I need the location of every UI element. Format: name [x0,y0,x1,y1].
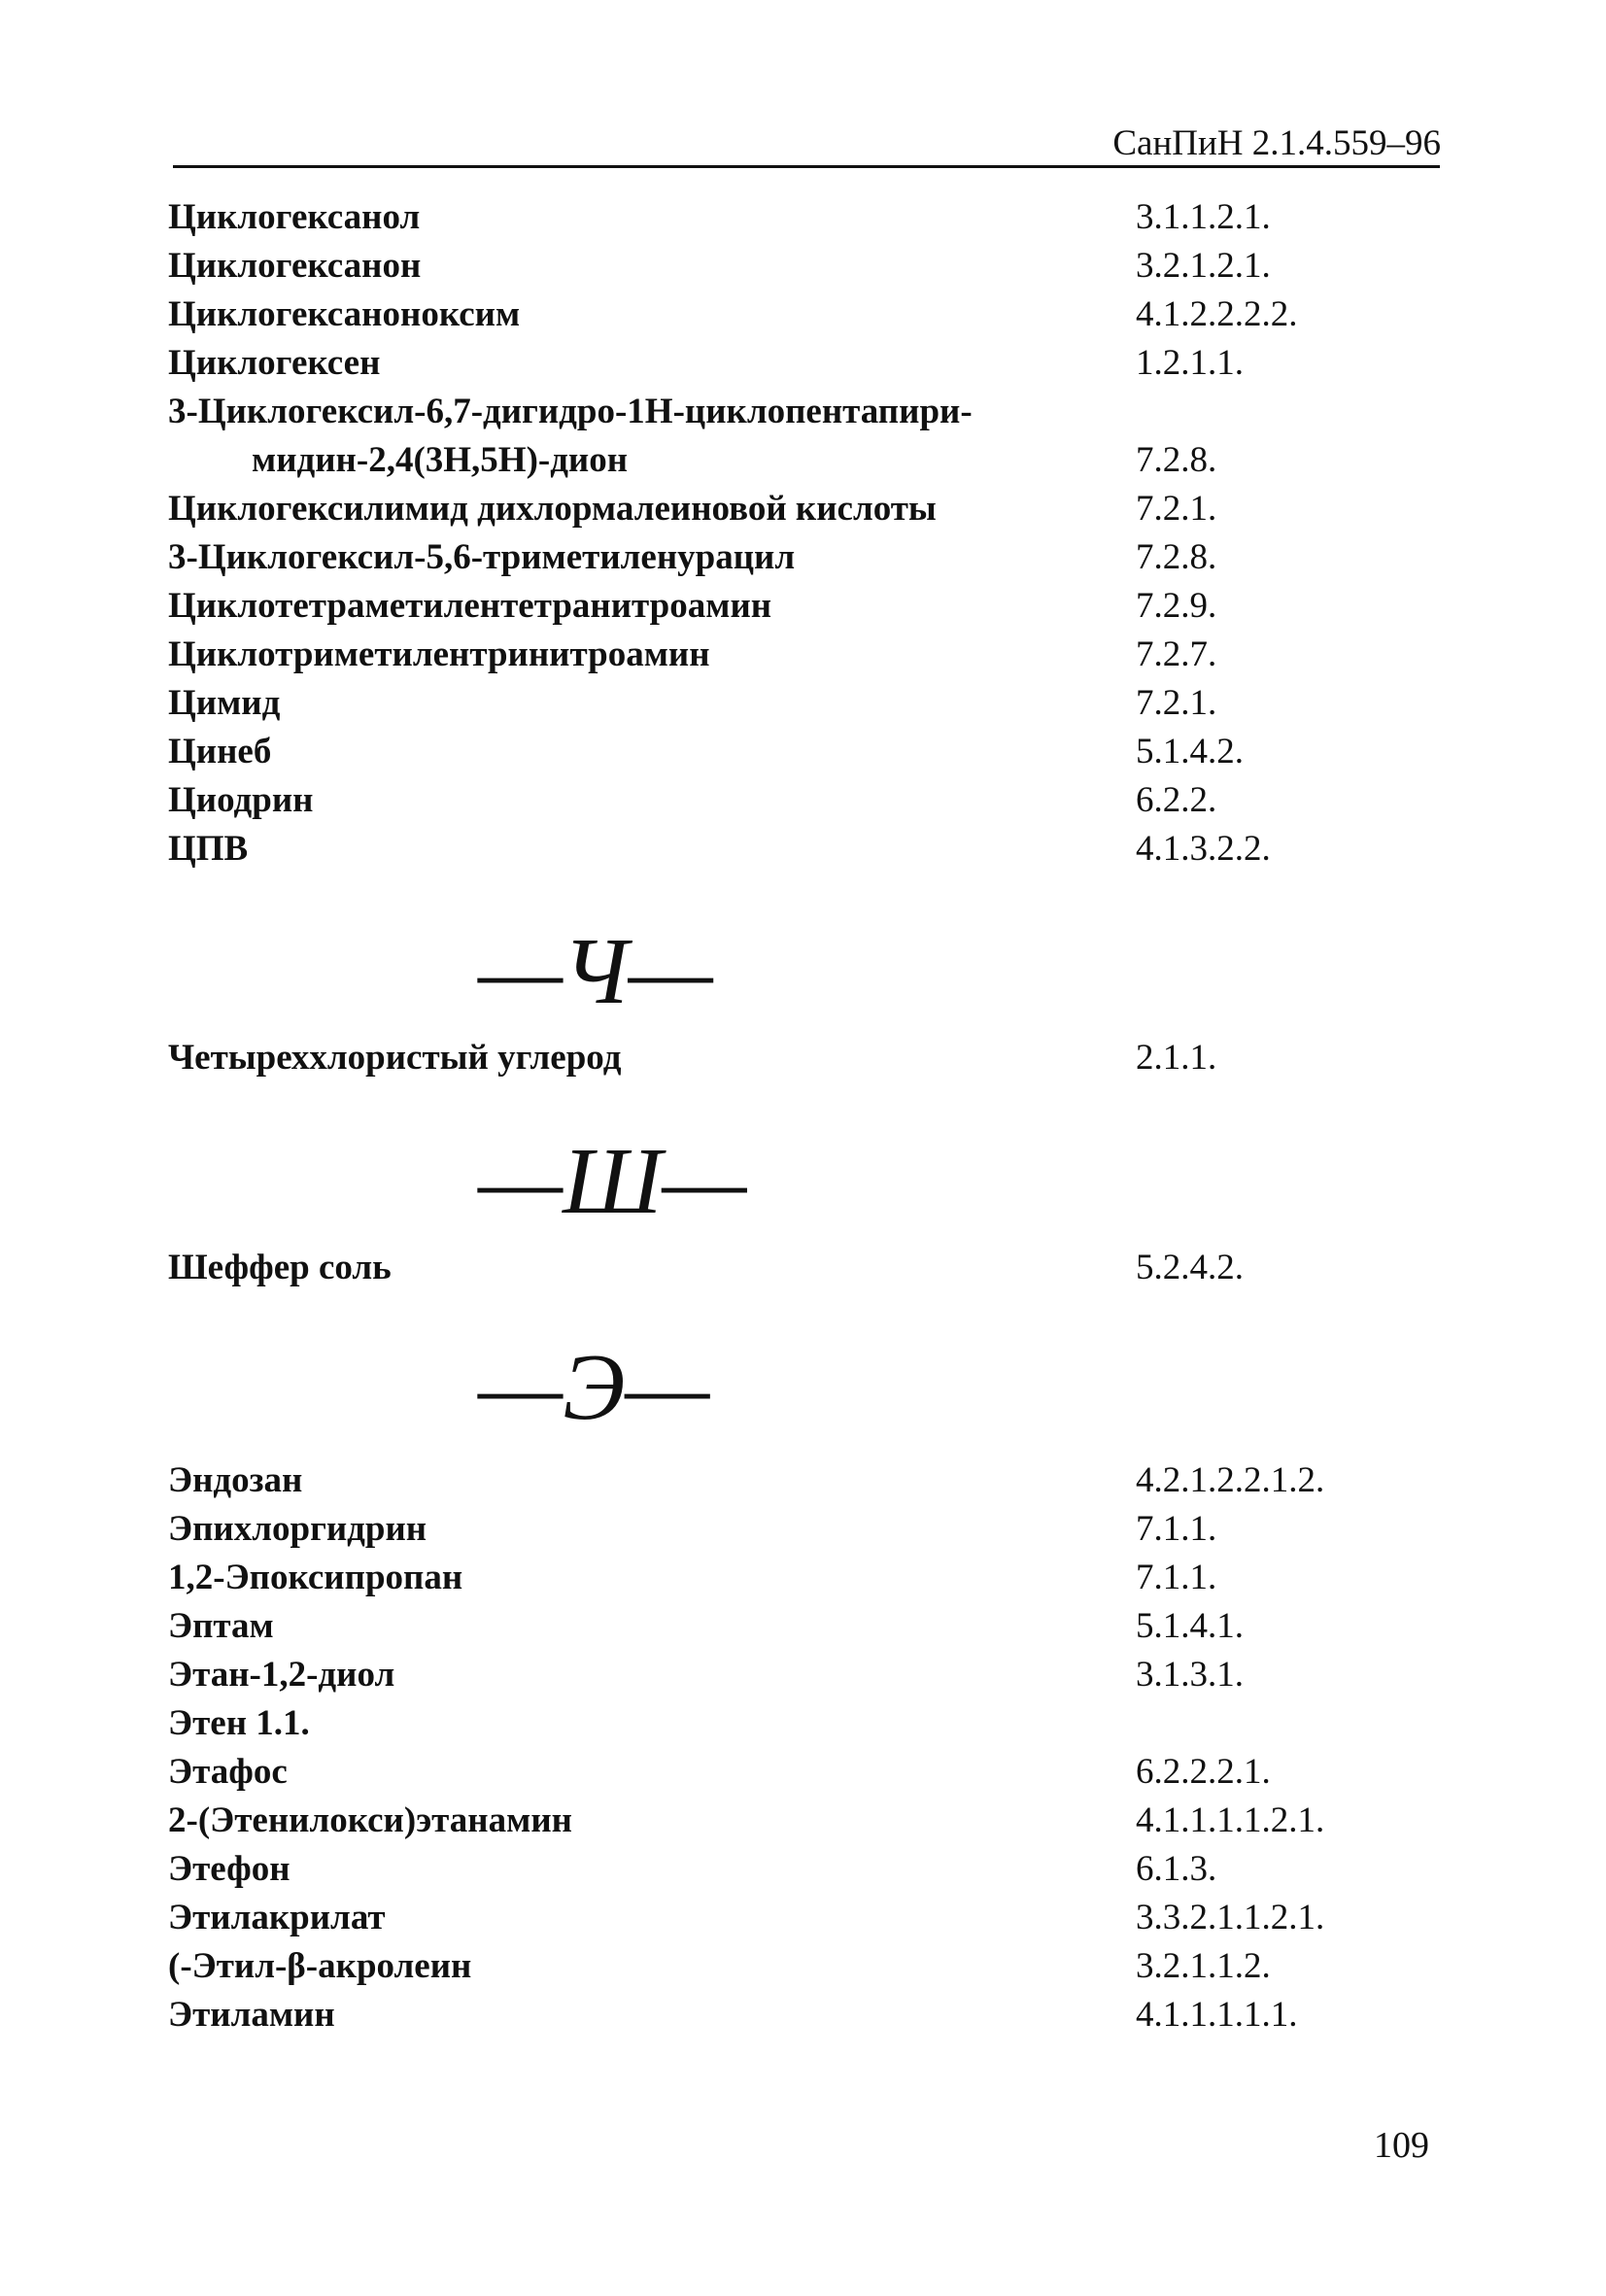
entry-name: Этефон [168,1849,290,1889]
list-item [168,488,1451,536]
list-item [168,439,1451,488]
entry-ref: 7.2.1. [1136,489,1217,529]
entry-ref: 6.2.2. [1136,780,1217,820]
entry-ref: 3.2.1.1.2. [1136,1946,1271,1986]
entry-ref: 7.1.1. [1136,1509,1217,1549]
list-item [168,1994,1451,2042]
entry-name: Циклогексилимид дихлормалеиновой кислоты [168,489,937,529]
list-item [168,1508,1451,1557]
section-heading-e: —Э— [478,1335,710,1440]
entry-ref: 4.1.3.2.2. [1136,829,1271,869]
section-heading-che: —Ч— [478,919,713,1024]
entry-name: Этан-1,2-диол [168,1655,395,1695]
entry-name: Циклогексен [168,343,381,383]
list-item [168,731,1451,779]
entry-ref: 3.2.1.2.1. [1136,246,1271,286]
list-item [168,342,1451,391]
entry-name: Этилакрилат [168,1898,386,1937]
list-item [168,1037,1451,1085]
entry-name: Этафос [168,1752,288,1792]
entry-name: ЦПВ [168,829,249,869]
section-heading-sha: —Ш— [478,1129,747,1234]
entry-name: Этен 1.1. [168,1703,310,1743]
entry-list-che [168,1037,1451,1085]
list-item [168,196,1451,245]
entry-name: Циклотриметилентринитроамин [168,634,710,674]
entry-ref: 4.1.1.1.1.2.1. [1136,1800,1325,1840]
list-item [168,1945,1451,1994]
list-item [168,585,1451,634]
list-item [168,1247,1451,1295]
entry-ref: 7.2.1. [1136,683,1217,723]
entry-ref: 7.2.7. [1136,634,1217,674]
entry-name: Цинеб [168,732,272,771]
entry-name: Циклогексанол [168,197,421,237]
entry-ref: 7.1.1. [1136,1558,1217,1597]
list-item [168,1654,1451,1702]
entry-name: Цимид [168,683,281,723]
entry-name: Этиламин [168,1995,335,2035]
entry-ref: 4.2.1.2.2.1.2. [1136,1460,1325,1500]
list-item [168,536,1451,585]
entry-name: Циклотетраметилентетранитроамин [168,586,772,626]
entry-ref: 2.1.1. [1136,1038,1217,1078]
entry-name-continuation: мидин-2,4(3Н,5Н)-дион [252,440,629,480]
entry-ref: 3.1.3.1. [1136,1655,1244,1695]
list-item [168,1848,1451,1897]
entry-name: Эпихлоргидрин [168,1509,427,1549]
entry-name: Эптам [168,1606,274,1646]
entry-name: 3-Циклогексил-6,7-дигидро-1Н-циклопентапири- [168,392,973,431]
entry-ref: 5.1.4.2. [1136,732,1244,771]
entry-name: Циклогексаноноксим [168,294,521,334]
entry-list-e [168,1459,1451,2042]
list-item [168,293,1451,342]
list-item [168,1459,1451,1508]
entry-ref: 6.2.2.2.1. [1136,1752,1271,1792]
list-item [168,828,1451,876]
entry-name: 2-(Этенилокси)этанамин [168,1800,572,1840]
list-item [168,1897,1451,1945]
entry-ref: 5.2.4.2. [1136,1248,1244,1287]
entry-name: Четыреххлористый углерод [168,1038,622,1078]
list-item [168,1751,1451,1799]
entry-list-sha [168,1247,1451,1295]
list-item [168,1799,1451,1848]
list-item [168,779,1451,828]
list-item [168,1702,1451,1751]
entry-name: Эндозан [168,1460,303,1500]
entry-ref: 4.1.1.1.1.1. [1136,1995,1298,2035]
list-item [168,682,1451,731]
entry-ref: 4.1.2.2.2.2. [1136,294,1298,334]
list-item [168,634,1451,682]
entry-ref: 7.2.8. [1136,440,1217,480]
entry-ref: 7.2.8. [1136,537,1217,577]
page-number: 109 [1374,2125,1429,2166]
list-item [168,245,1451,293]
entry-name: Циклогексанон [168,246,422,286]
entry-name: Циодрин [168,780,314,820]
entry-ref: 5.1.4.1. [1136,1606,1244,1646]
entry-ref: 6.1.3. [1136,1849,1217,1889]
list-item [168,1557,1451,1605]
entry-ref: 3.1.1.2.1. [1136,197,1271,237]
entry-ref: 1.2.1.1. [1136,343,1244,383]
entry-name: (-Этил-β-акролеин [168,1946,472,1986]
header-rule [173,165,1440,168]
entry-name: 1,2-Эпоксипропан [168,1558,463,1597]
entry-name: 3-Циклогексил-5,6-триметиленурацил [168,537,796,577]
entry-ref: 7.2.9. [1136,586,1217,626]
list-item [168,391,1451,439]
entry-list-ts [168,196,1451,876]
header-document-code: СанПиН 2.1.4.559–96 [1112,123,1441,163]
list-item [168,1605,1451,1654]
entry-name: Шеффер соль [168,1248,392,1287]
entry-ref: 3.3.2.1.1.2.1. [1136,1898,1325,1937]
